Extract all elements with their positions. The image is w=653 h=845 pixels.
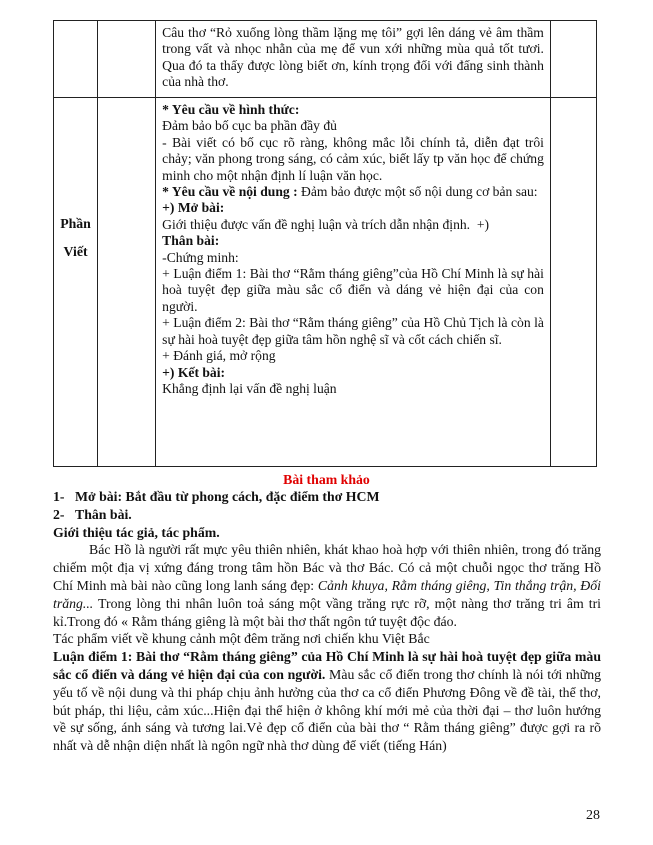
table-cell-empty bbox=[98, 21, 156, 98]
list-item bbox=[53, 488, 601, 506]
reference-body bbox=[53, 488, 601, 755]
table-cell-empty bbox=[550, 21, 596, 98]
table-cell-empty bbox=[550, 98, 596, 467]
content-requirement bbox=[162, 184, 544, 200]
conclusion-text: Khẳng định lại vấn đề nghị luận bbox=[162, 380, 337, 396]
evaluate-line: + Đánh giá, mở rộng bbox=[162, 348, 276, 364]
body-heading: Thân bài: bbox=[162, 233, 220, 249]
table-cell-empty bbox=[98, 98, 156, 467]
point1: + Luận điểm 1: Bài thơ “Rằm tháng giêng”của Hồ Chí Minh là sự hài hoà tuyệt đẹp giữa màu sắc cổ điển và dáng vẻ hiện đại của con người. bbox=[162, 266, 544, 314]
page-number: 28 bbox=[586, 808, 600, 823]
table-row bbox=[54, 21, 597, 98]
paragraph-2: Tác phẩm viết về khung cảnh một đêm trăng nơi chiến khu Việt Bắc bbox=[53, 631, 430, 647]
body-line1: -Chứng minh: bbox=[162, 249, 239, 265]
item2-text: Thân bài. bbox=[75, 506, 132, 522]
item2-number: 2- bbox=[53, 506, 65, 522]
intro-heading-ref: Giới thiệu tác giả, tác phẩm. bbox=[53, 524, 220, 540]
item1-number: 1- bbox=[53, 489, 65, 504]
list-item bbox=[53, 506, 601, 524]
paragraph-3 bbox=[53, 648, 601, 755]
table-cell-empty bbox=[54, 21, 98, 98]
content-heading-rest: Đảm bảo được một số nội dung cơ bản sau: bbox=[297, 184, 538, 200]
poem-titles: Cảnh khuya, Rằm tháng giêng, Tin thắng trận, Đối trăng... bbox=[53, 577, 601, 611]
table-cell-content bbox=[156, 21, 551, 98]
section-label-line1: Phần bbox=[60, 216, 91, 231]
rubric-table bbox=[53, 20, 597, 467]
form-heading: * Yêu cầu về hình thức: bbox=[162, 102, 300, 117]
intro-line bbox=[162, 217, 544, 233]
item1-text: Mở bài: Bắt đầu từ phong cách, đặc điểm thơ HCM bbox=[75, 489, 380, 504]
form-line1: Đảm bảo bố cục ba phần đầy đủ bbox=[162, 118, 337, 134]
intro-heading: +) Mở bài: bbox=[162, 200, 225, 216]
intro-text: Giới thiệu được vấn đề nghị luận và trích dẫn nhận định. bbox=[162, 216, 471, 232]
paragraph-1 bbox=[53, 541, 601, 630]
point1-text: Màu sắc cổ điển trong thơ chính là nói tới những yếu tố về nội dung và thi pháp chịu ảnh hưởng của thơ ca cổ điển Phương Đông về đề tài, thể thơ, bút pháp, thi liệu, cảm xúc...Hiện đại thể hiện ở không khí mới mẻ của thời đại – thơ luôn hướng về sự sống, ánh sáng và tương lai.Vẻ đẹp cổ điển của bài thơ “ Rằm tháng giêng” được gợi ra rõ nhất và dễ nhận diện nhất là ngôn ngữ nhà thơ dùng để viết (tiếng Hán) bbox=[53, 666, 601, 754]
form-line2: - Bài viết có bố cục rõ ràng, không mắc lỗi chính tả, diễn đạt trôi chảy; văn phong trong sáng, có cảm xúc, biết lấy tp văn học để chứng minh cho một nhận định lí luận văn học. bbox=[162, 134, 544, 183]
content-heading: * Yêu cầu về nội dung : bbox=[162, 184, 298, 200]
paragraph-1-text-cont: Trong lòng thi nhân luôn toả sáng một vầng trăng rực rỡ, một nàng thơ trăng tri âm tri kỉ.Trong đó « Rằm tháng giêng là một bài thơ thất ngôn tứ tuyệt độc đáo. bbox=[53, 595, 601, 629]
intro-trail: +) bbox=[476, 216, 490, 232]
point2: + Luận điểm 2: Bài thơ “Rằm tháng giêng” của Hồ Chủ Tịch là còn là sự hài hoà tuyệt đẹp giữa tâm hồn nghệ sĩ và cốt cách chiến sĩ. bbox=[162, 315, 544, 347]
point1-heading: Luận điểm 1: Bài thơ “Rằm tháng giêng” của Hồ Chí Minh là sự hài hoà tuyệt đẹp giữa màu sắc cổ điển và dáng vẻ hiện đại của con người. bbox=[53, 649, 601, 682]
section-label-line2: Viết bbox=[63, 244, 88, 259]
conclusion-heading: +) Kết bài: bbox=[162, 364, 226, 380]
table-cell-content bbox=[156, 98, 551, 467]
reference-title: Bài tham khảo bbox=[283, 472, 370, 487]
table-cell-section-label bbox=[54, 98, 98, 467]
paragraph-1-text: Bác Hồ là người rất mực yêu thiên nhiên, khát khao hoà hợp với thiên nhiên, trong đó trăng chiếm một địa vị xứng đáng trong tâm hồn Bác và thơ Bác. Có cả một chuỗi ngọc thơ trăng Hồ Chí Minh mà bài nào cũng long lanh sáng đẹp: bbox=[53, 542, 601, 593]
table-row bbox=[54, 98, 597, 467]
row1-content: Câu thơ “Rỏ xuống lòng thầm lặng mẹ tôi” gợi lên dáng vẻ âm thầm trong vất và nhọc nhằn của mẹ để vun xới những mùa quả tốt tươi. Qua đó ta thấy được lòng biết ơn, kính trọng đối với đấng sinh thành của nhà thơ. bbox=[162, 25, 544, 90]
